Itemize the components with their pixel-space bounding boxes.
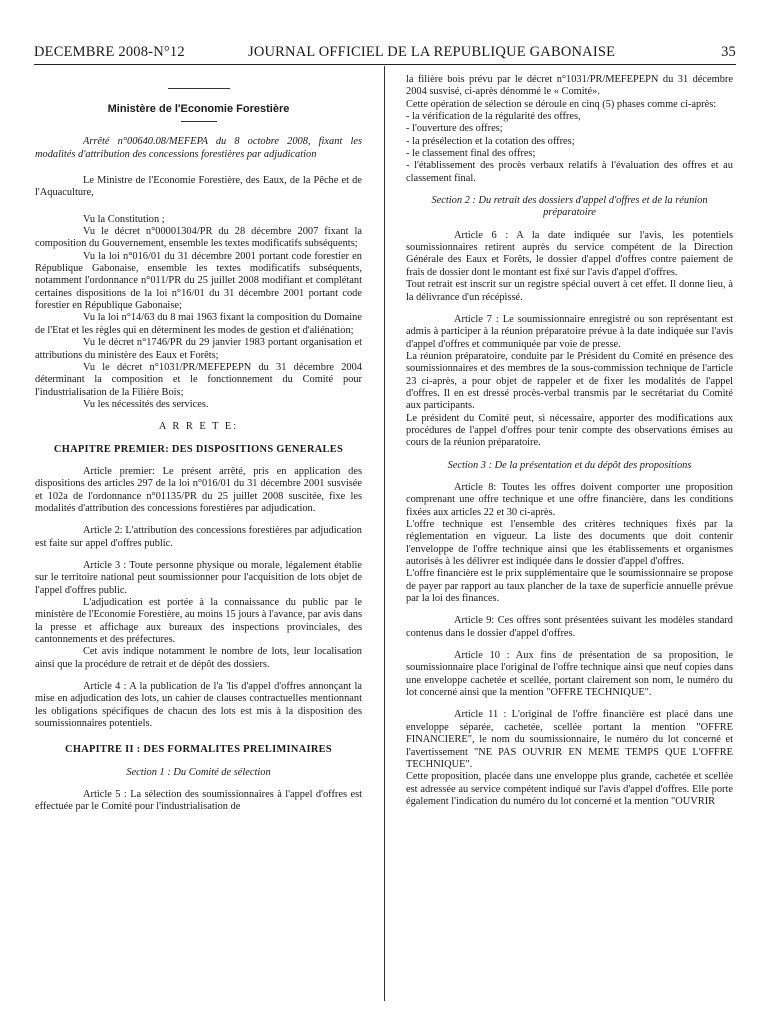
article-11: Article 11 : L'original de l'offre financière est placé dans une enveloppe séparée, cachetée, scellée portant la mention "OFFRE FINANCIERE", le nom du soumissionnaire, le numéro du lot concerné et l'avertissement "NE PAS OUVRIR EN MEME TEMPS QUE L'OFFRE TECHNIQUE". <box>406 709 733 770</box>
article-7-para: La réunion préparatoire, conduite par le Président du Comité en présence des soumissionnaires et des membres de la sous-commission technique de l'article 23 ci-après, a pour objet de rappeler et de fixer les modalités de l'appel d'offres. Il en est dressé procès-verbal transmis par le secrétariat du Comité aux participants. <box>406 350 733 412</box>
vu-item: Vu le décret n°00001304/PR du 28 décembre 2007 fixant la composition du Gouvernement, ensemble les textes modificatifs subséquents; <box>35 226 362 250</box>
phase-item: - la vérification de la régularité des offres, <box>406 111 581 123</box>
section-2-heading: Section 2 : Du retrait des dossiers d'appel d'offres et de la réunion préparatoire <box>431 195 708 219</box>
intro-paragraph: Le Ministre de l'Economie Forestière, des Eaux, de la Pêche et de l'Aquaculture, <box>35 175 362 199</box>
article-5: Article 5 : La sélection des soumissionnaires à l'appel d'offres est effectuée par le Comité pour l'industrialisation de <box>35 789 362 813</box>
phase-item: - la présélection et la cotation des offres; <box>406 135 575 147</box>
article-4: Article 4 : A la publication de l'a 'lis d'appel d'offres annonçant la mise en adjudication des lots, un cahier de clauses contractuelles mentionnant les obligations spécifiques de chacun des lots est mis à la disposition des soumissionnaires potentiels. <box>35 681 362 730</box>
header-rule <box>34 64 736 65</box>
phase-item: - l'ouverture des offres; <box>406 123 503 135</box>
chapter-1-heading: CHAPITRE PREMIER: DES DISPOSITIONS GENERALES <box>53 443 344 455</box>
divider-short <box>181 121 217 122</box>
vu-item: Vu la loi n°016/01 du 31 décembre 2001 portant code forestier en République Gabonaise, ensemble les textes modificatifs subséquents, notamment l'ordonnance n°011/PR du 25 juillet 2008 modifiant et complétant certaines dispositions de la loi n°16/01 du 31 décembre 2001 portant code forestier en République Gabonaise; <box>35 250 362 312</box>
article-10: Article 10 : Aux fins de présentation de sa proposition, le soumissionnaire place l'original de l'offre technique ainsi que neuf copies dans une enveloppe cachetée et scellée, portant clairement son nom, le numéro du lot concerné ainsi que la mention "OFFRE TECHNIQUE". <box>406 650 733 699</box>
article-8: Article 8: Toutes les offres doivent comporter une proposition comprenant une offre technique et une offre financière, dans les conditions fixées aux articles 22 et 30 ci-après. <box>406 481 733 518</box>
vu-item: Vu les nécessités des services. <box>83 398 209 410</box>
ministry-heading: Ministère de l'Economie Forestière <box>107 103 290 115</box>
phase-item: - le classement final des offres; <box>406 148 536 160</box>
article-5-continued: la filière bois prévu par le décret n°1031/PR/MEFEPEPN du 31 décembre 2004 susvisé, ci-après dénommé le « Comité». <box>406 74 733 98</box>
phase-item: - l'établissement des procès verbaux relatifs à l'évaluation des offres et au classement final. <box>406 160 733 184</box>
article-7-para: Le président du Comité peut, si nécessaire, apporter des modifications aux procédures de l'appel d'offres pour tenir compte des observations émises au cours de la réunion préparatoire. <box>406 412 733 449</box>
journal-title: JOURNAL OFFICIEL DE LA REPUBLIQUE GABONAISE <box>248 44 616 60</box>
column-separator <box>384 66 385 1001</box>
article-2: Article 2: L'attribution des concessions forestières par adjudication est faite sur appel d'offres public. <box>35 525 362 549</box>
article-9: Article 9: Ces offres sont présentées suivant les modèles standard contenus dans le dossier d'appel d'offres. <box>406 615 733 639</box>
article-6-para: Tout retrait est inscrit sur un registre spécial ouvert à cet effet. Il donne lieu, à la délivrance d'un récépissé. <box>406 279 733 303</box>
section-1-heading: Section 1 : Du Comité de sélection <box>126 766 271 778</box>
page-number: 35 <box>721 44 736 60</box>
vu-item: Vu la loi n°14/63 du 8 mai 1963 fixant la composition du Domaine de l'Etat et les règles qui en déterminent les modes de gestion et d'aliénation; <box>35 312 362 336</box>
page-header <box>34 44 736 62</box>
chapter-2-heading: CHAPITRE II : DES FORMALITES PRELIMINAIRES <box>65 744 332 756</box>
article-8-para: L'offre technique est l'ensemble des critères techniques fixés par la réglementation en vigueur. La liste des documents que doit contenir l'enveloppe de l'offre technique ainsi que les établissements et organismes autorisés à les délivrer est indiquée dans le dossier d'appel d'offres. <box>406 519 733 568</box>
article-3-para: L'adjudication est portée à la connaissance du public par le ministère de l'Economie Forestière, au moins 15 jours à l'avance, par avis dans la presse et affichage aux bureaux des inspections provinciales, des cantonnements et des préfectures. <box>35 597 362 646</box>
vu-item: Vu la Constitution ; <box>83 213 165 225</box>
article-1: Article premier: Le présent arrêté, pris en application des dispositions des articles 297 de la loi n°016/01 du 31 décembre 2001 susvisée et 102a de l'ordonnance n°01135/PR du 25 juillet 2008 suscitée, fixe les modalités d'attribution des concessions forestières par adjudication. <box>35 465 362 514</box>
vu-item: Vu le décret n°1746/PR du 29 janvier 1983 portant organisation et attributions du ministère des Eaux et Forêts; <box>35 337 362 361</box>
article-11-para: Cette proposition, placée dans une enveloppe plus grande, cachetée et scellée est adressée au service compétent indiqué sur l'avis d'appel d'offres. Elle porte également l'indication du numéro du lot concerné et la mention "OUVRIR <box>406 771 733 807</box>
article-6: Article 6 : A la date indiquée sur l'avis, les potentiels soumissionnaires retirent auprès du service compétent de la Direction Générale des Eaux et Forêts, le dossier d'appel d'offres contre paiement de frais de dossier dont le montant est fixé sur l'avis d'appel d'offres. <box>406 229 733 278</box>
right-column <box>406 74 733 808</box>
arrete-title: Arrêté n°00640.08/MEFEPA du 8 octobre 2008, fixant les modalités d'attribution des concessions forestières par adjudication <box>35 136 362 160</box>
section-3-heading: Section 3 : De la présentation et du dépôt des propositions <box>447 459 692 471</box>
article-3-para: Cet avis indique notamment le nombre de lots, leur localisation ainsi que la procédure de retrait et de dépôt des dossiers. <box>35 646 362 670</box>
left-column <box>35 74 362 814</box>
divider-top <box>168 88 230 89</box>
issue-date: DECEMBRE 2008-N°12 <box>34 44 185 60</box>
vu-item: Vu le décret n°1031/PR/MEFEPEPN du 31 décembre 2004 déterminant la composition et le fonctionnement du Comité pour l'industrialisation de la Filière Bois; <box>35 361 362 398</box>
article-7: Article 7 : Le soumissionnaire enregistré ou son représentant est admis à participer à la réunion préparatoire prévue à la date indiquée sur l'avis d'appel d'offres et communiquée par voie de presse. <box>406 313 733 350</box>
article-8-para: L'offre financière est le prix supplémentaire que le soumissionnaire se propose de payer par rapport au taux plancher de la taxe de superficie annuelle prévue par la loi des finances. <box>406 568 733 605</box>
arrete-heading: A R R E T E: <box>158 421 239 433</box>
article-5-phases-intro: Cette opération de sélection se déroule en cinq (5) phases comme ci-après: <box>406 98 717 110</box>
article-3: Article 3 : Toute personne physique ou morale, légalement établie sur le territoire national peut soumissionner pour l'acquisition de lots objet de l'appel d'offres public. <box>35 559 362 596</box>
